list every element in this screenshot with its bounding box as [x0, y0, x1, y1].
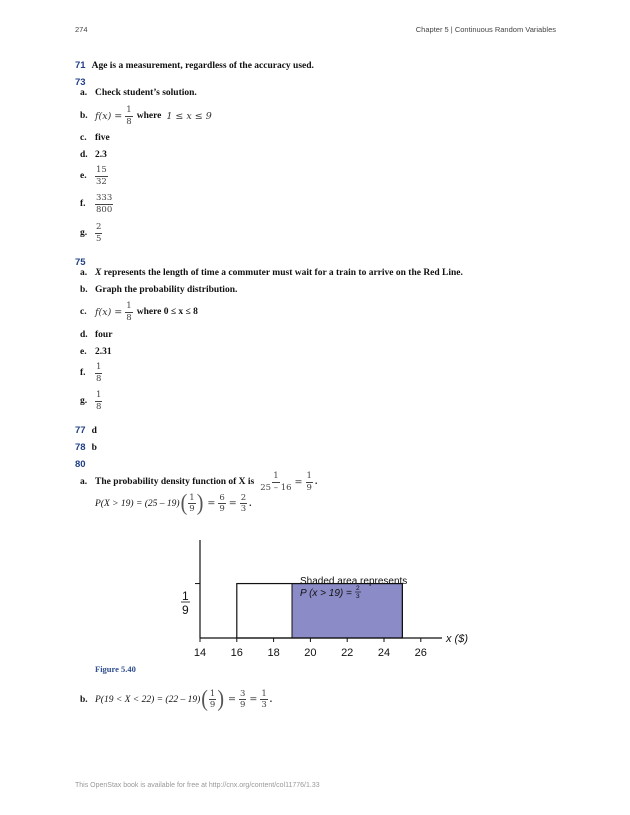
q75-item-b: [80, 285, 237, 295]
answer-text: Age is a measurement, regardless of the accuracy used.: [91, 61, 314, 71]
item-label: b.: [80, 694, 88, 705]
question-77: [75, 425, 97, 436]
question-71: [75, 60, 314, 71]
right-paren: ): [217, 686, 225, 712]
item-label: b.: [80, 111, 88, 121]
q75-item-a: [80, 268, 463, 278]
question-number: 71: [75, 60, 86, 71]
page-number: 274: [75, 25, 88, 34]
answer-text: b: [91, 443, 97, 453]
left-paren: (: [180, 490, 188, 516]
annotation-frac-numerator: 2: [356, 585, 360, 592]
item-label: d.: [80, 330, 88, 340]
q80-a-computation: [95, 492, 252, 515]
variable: X: [95, 268, 102, 278]
q75-item-c: [80, 302, 198, 322]
q80-item-a: [80, 472, 317, 492]
item-text: five: [95, 133, 110, 143]
item-label: b.: [80, 285, 88, 295]
period: .: [249, 498, 252, 509]
item-label: g.: [80, 228, 88, 238]
question-73-number: 73: [75, 77, 86, 88]
equals-sign: =: [249, 694, 258, 705]
item-text: represents the length of time a commuter must wait for a train to arrive on the Red Line.: [101, 268, 463, 278]
item-label: c.: [80, 133, 87, 143]
annotation-line-2: P (x > 19) =: [300, 588, 352, 599]
equals-sign: =: [294, 476, 303, 488]
math-expr: P(X > 19) = (25 – 19): [95, 498, 180, 509]
item-label: a.: [80, 477, 88, 487]
question-number: 78: [75, 442, 86, 453]
annotation-frac-denominator: 3: [356, 593, 360, 600]
x-tick-label-22: 22: [341, 647, 354, 659]
item-text: Check student’s solution.: [95, 88, 197, 98]
item-text: Graph the probability distribution.: [95, 285, 238, 295]
item-text: The probability density function of X is: [95, 477, 255, 487]
uniform-distribution-chart: [160, 530, 480, 665]
answer-text: d: [91, 426, 97, 436]
q73-item-e: [80, 166, 108, 186]
q75-item-e: [80, 347, 112, 357]
fraction: $\frac{1}{25 - 16}$: [260, 471, 292, 493]
annotation-line-1: Shaded area represents: [300, 576, 408, 587]
math-expr: f(x) =: [95, 110, 123, 122]
x-tick-label-20: 20: [304, 647, 317, 659]
item-label: e.: [80, 171, 87, 181]
left-paren: (: [201, 686, 208, 712]
math-expr: P(19 < X < 22) = (22 – 19): [95, 694, 201, 705]
x-tick-label-16: 16: [230, 647, 243, 659]
equals-sign: =: [228, 498, 237, 509]
q73-item-g: [80, 223, 102, 243]
item-label: e.: [80, 347, 87, 357]
fraction: $\frac{1}{9}$: [306, 471, 312, 493]
item-label: d.: [80, 150, 88, 160]
question-78: [75, 442, 97, 453]
item-label: f.: [80, 199, 86, 209]
question-number: 77: [75, 425, 86, 436]
y-tick-denominator: 9: [182, 603, 189, 617]
fraction: $\frac{1}{8}$: [96, 362, 102, 384]
q73-item-a: [80, 88, 197, 98]
chapter-title: Chapter 5 | Continuous Random Variables: [415, 25, 556, 34]
item-label: f.: [80, 368, 86, 378]
item-text: four: [95, 330, 113, 340]
x-tick-label-14: 14: [193, 647, 207, 659]
fraction: $\frac{1}{9}$: [189, 492, 195, 514]
question-75-number: 75: [75, 257, 86, 268]
item-text: where: [136, 111, 162, 121]
q75-item-g: [80, 391, 102, 411]
q75-item-f: [80, 363, 102, 383]
math-expr: 1 ≤ x ≤ 9: [166, 110, 212, 122]
q73-item-c: [80, 133, 110, 143]
x-tick-label-18: 18: [267, 647, 280, 659]
figure-caption: Figure 5.40: [95, 664, 136, 674]
fraction: $\frac{1}{3}$: [261, 688, 267, 710]
fraction: $\frac{1}{9}$: [209, 688, 216, 710]
q80-item-b: [80, 688, 272, 711]
q75-item-d: [80, 330, 112, 340]
fraction: $\frac{15}{32}$: [96, 165, 107, 187]
x-tick-label-26: 26: [414, 647, 427, 659]
equals-sign: =: [228, 694, 236, 705]
q73-item-f: [80, 194, 113, 214]
period: .: [314, 477, 318, 487]
q73-item-d: [80, 150, 107, 160]
y-tick-numerator: 1: [182, 589, 189, 603]
period: .: [269, 694, 273, 705]
fraction: $\frac{333}{800}$: [96, 193, 113, 215]
item-text: 2.3: [95, 150, 107, 160]
question-80-number: 80: [75, 459, 86, 470]
x-axis-label: x ($): [446, 633, 468, 645]
right-paren: ): [196, 490, 204, 516]
item-label: g.: [80, 396, 88, 406]
item-label: c.: [80, 307, 87, 317]
item-text: where 0 ≤ x ≤ 8: [136, 307, 198, 317]
item-text: 2.31: [95, 347, 112, 357]
fraction: $\frac{1}{8}$: [126, 105, 132, 127]
math-expr: f(x) =: [95, 306, 123, 318]
q73-item-b: [80, 106, 212, 126]
fraction: $\frac{2}{5}$: [96, 222, 102, 244]
fraction: $\frac{2}{3}$: [240, 492, 247, 514]
footer-text: This OpenStax book is available for free at http://cnx.org/content/col11776/1.33: [75, 782, 320, 789]
fraction: $\frac{6}{9}$: [219, 492, 225, 514]
fraction: $\frac{3}{9}$: [239, 688, 246, 710]
fraction: $\frac{1}{8}$: [126, 301, 132, 323]
item-label: a.: [80, 268, 88, 278]
x-tick-label-24: 24: [377, 647, 391, 659]
item-label: a.: [80, 88, 88, 98]
fraction: $\frac{1}{8}$: [96, 390, 102, 412]
equals-sign: =: [207, 498, 216, 509]
